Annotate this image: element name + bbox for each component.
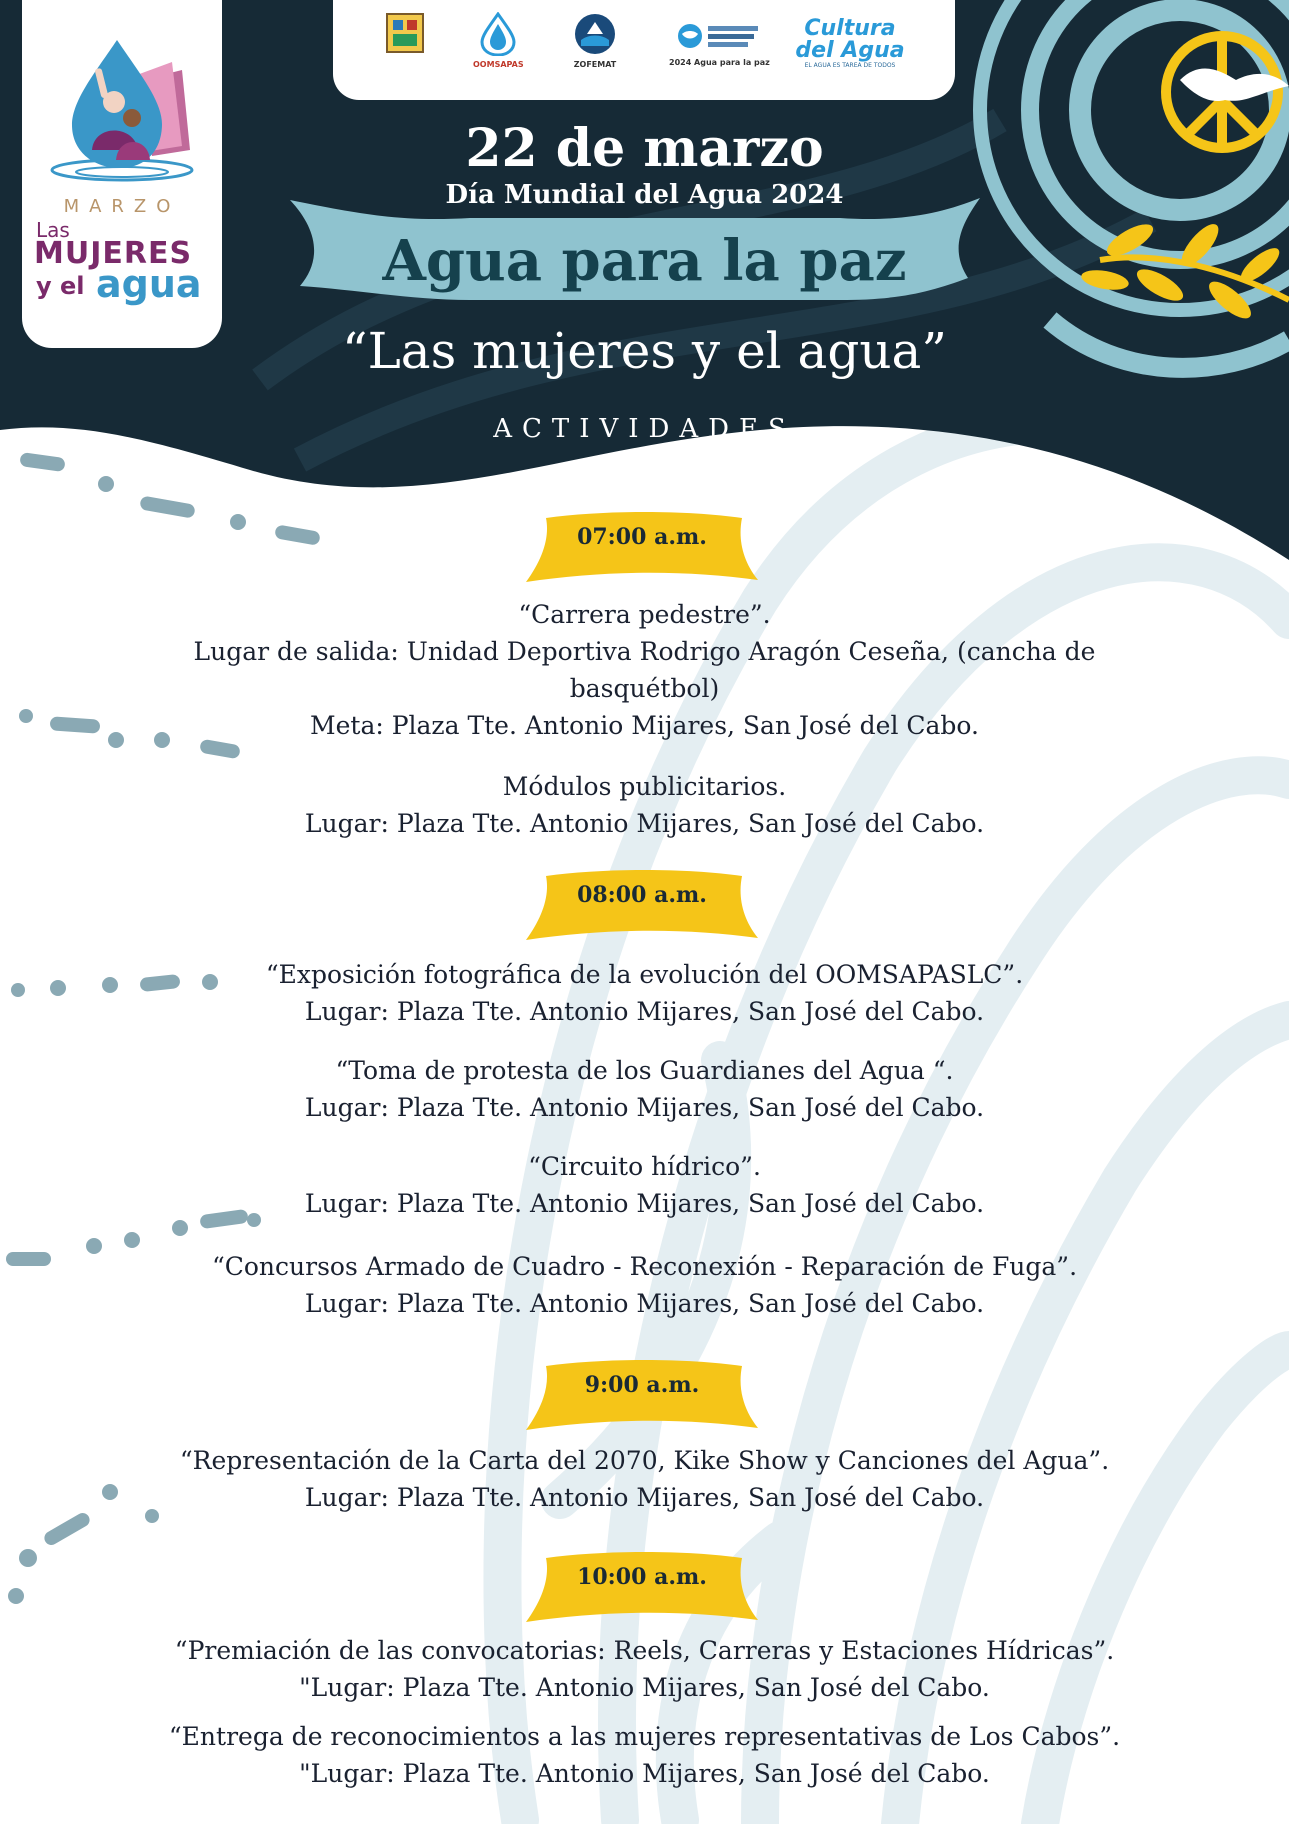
time-badge-1000	[526, 1550, 758, 1630]
cultura-del-agua-logo	[785, 18, 915, 69]
dia-mundial-globe-icon	[676, 20, 762, 54]
event-detail: Lugar: Plaza Tte. Antonio Mijares, San José del Cabo.	[304, 997, 985, 1026]
logo-marzo-text: MARZO	[63, 196, 181, 217]
cultura-del-agua-tagline: EL AGUA ES TAREA DE TODOS	[804, 62, 896, 69]
dia-mundial-agua-logo	[669, 20, 770, 67]
event-title: Módulos publicitarios.	[502, 772, 787, 801]
event-circuito-hidrico	[100, 1148, 1189, 1222]
event-entrega-reconocimientos	[100, 1718, 1189, 1792]
event-toma-de-protesta	[100, 1052, 1189, 1126]
event-detail: Meta: Plaza Tte. Antonio Mijares, San José del Cabo.	[310, 711, 979, 740]
zofemat-emblem-icon	[573, 12, 617, 56]
event-exposicion-fotografica	[100, 956, 1189, 1030]
time-label-0800: 08:00 a.m.	[577, 882, 707, 908]
logo-las-text: Las	[36, 218, 70, 242]
event-title: “Entrega de reconocimientos a las mujeres representativas de Los Cabos”.	[168, 1722, 1121, 1751]
oomsapas-caption: OOMSAPAS	[473, 60, 524, 69]
event-title: “Toma de protesta de los Guardianes del Agua “.	[335, 1056, 954, 1085]
sponsor-logos-bar	[333, 0, 955, 100]
event-premiacion-convocatorias	[100, 1632, 1189, 1706]
logo-agua-text: agua	[96, 262, 202, 306]
event-detail: basquétbol)	[569, 674, 720, 703]
event-theme: Agua para la paz	[382, 228, 907, 294]
event-day-title: Día Mundial del Agua 2024	[445, 180, 844, 210]
logo-mujeres-text: MUJERES	[34, 236, 193, 271]
los-cabos-seal-logo	[385, 12, 425, 60]
event-title: “Representación de la Carta del 2070, Kike Show y Canciones del Agua”.	[179, 1446, 1110, 1475]
event-title: “Concursos Armado de Cuadro - Reconexión - Reparación de Fuga”.	[211, 1252, 1078, 1281]
zofemat-caption: ZOFEMAT	[573, 60, 617, 69]
event-title: “Carrera pedestre”.	[518, 600, 771, 629]
event-detail: Lugar: Plaza Tte. Antonio Mijares, San José del Cabo.	[304, 1189, 985, 1218]
event-detail: "Lugar: Plaza Tte. Antonio Mijares, San José del Cabo.	[299, 1673, 990, 1702]
time-badge-0900	[526, 1358, 758, 1438]
event-date: 22 de marzo	[465, 118, 824, 179]
time-label-0700: 07:00 a.m.	[577, 524, 707, 550]
time-badge-0800	[526, 868, 758, 948]
event-detail: "Lugar: Plaza Tte. Antonio Mijares, San José del Cabo.	[299, 1759, 990, 1788]
activities-heading: ACTIVIDADES	[493, 414, 796, 444]
oomsapas-drop-icon	[476, 12, 520, 56]
time-label-0900: 9:00 a.m.	[584, 1372, 700, 1398]
event-title: “Exposición fotográfica de la evolución del OOMSAPASLC”.	[265, 960, 1024, 989]
event-concursos	[100, 1248, 1189, 1322]
dia-mundial-caption: 2024 Agua para la paz	[669, 58, 770, 67]
event-detail: Lugar: Plaza Tte. Antonio Mijares, San José del Cabo.	[304, 1289, 985, 1318]
los-cabos-seal-icon	[385, 12, 425, 56]
event-detail: Lugar: Plaza Tte. Antonio Mijares, San José del Cabo.	[304, 809, 985, 838]
time-badge-0700	[526, 510, 758, 590]
event-carrera-pedestre	[100, 596, 1189, 744]
event-subtitle: “Las mujeres y el agua”	[342, 322, 947, 380]
time-label-1000: 10:00 a.m.	[577, 1564, 707, 1590]
event-detail: Lugar: Plaza Tte. Antonio Mijares, San José del Cabo.	[304, 1093, 985, 1122]
event-detail: Lugar de salida: Unidad Deportiva Rodrigo Aragón Ceseña, (cancha de	[193, 637, 1096, 666]
cultura-del-agua-title: Cultura del Agua	[795, 16, 905, 63]
event-representacion-carta	[100, 1442, 1189, 1516]
logo-y-el-text: y el	[36, 272, 85, 300]
event-modulos-publicitarios	[100, 768, 1189, 842]
oomsapas-logo	[473, 12, 524, 69]
event-title: “Circuito hídrico”.	[528, 1152, 761, 1181]
zofemat-logo	[573, 12, 617, 69]
event-title: “Premiación de las convocatorias: Reels, Carreras y Estaciones Hídricas”.	[174, 1636, 1115, 1665]
event-detail: Lugar: Plaza Tte. Antonio Mijares, San José del Cabo.	[304, 1483, 985, 1512]
